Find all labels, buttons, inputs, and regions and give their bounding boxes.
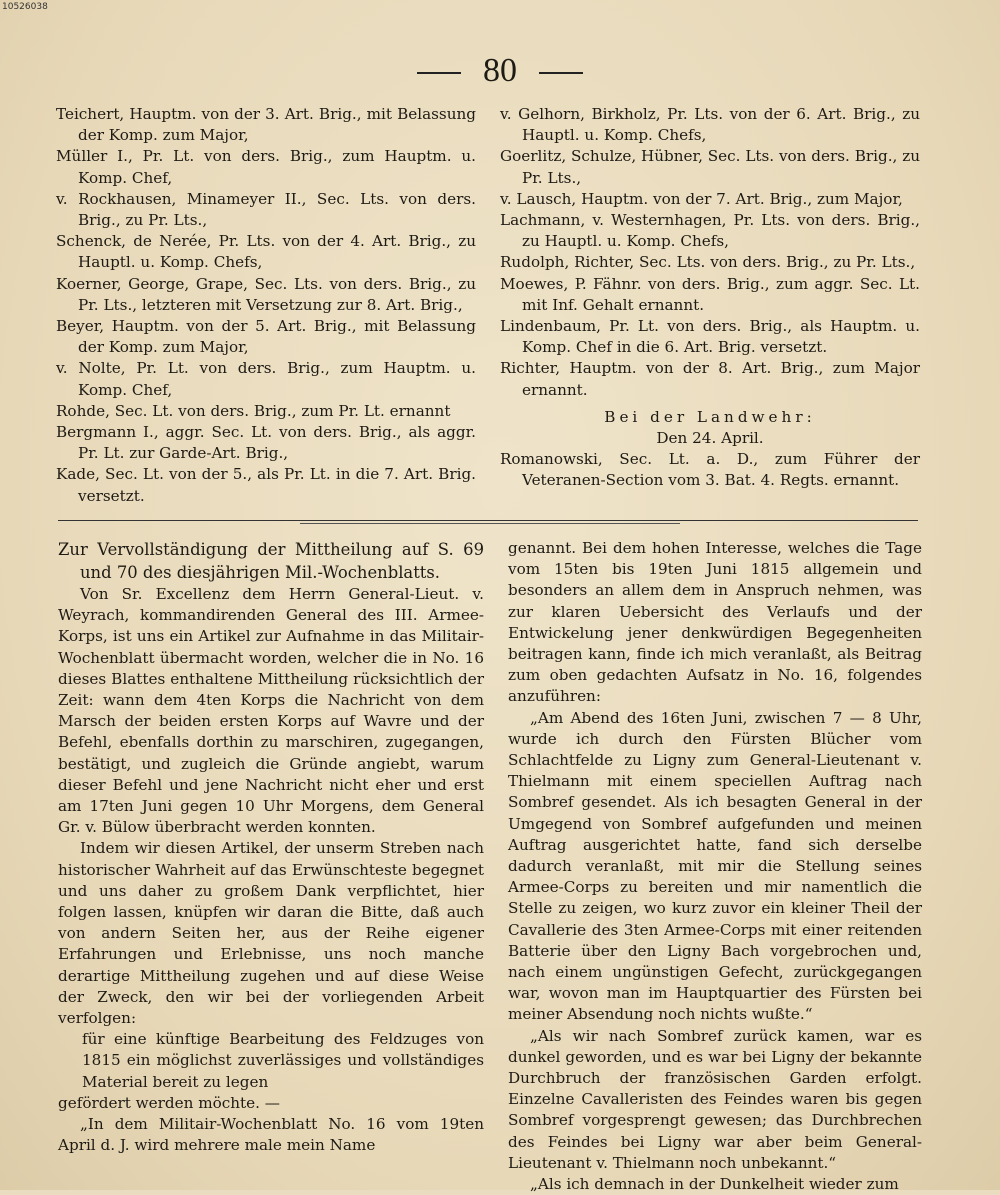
article-quote: für eine künftige Bearbeitung des Feldzuges von 1815 ein möglichst zuverlässiges und vollständiges Material bereit zu legen [82,1030,484,1091]
article-paragraph: genannt. Bei dem hohen Interesse, welches die Tage vom 15ten bis 19ten Juni 1815 allgemein und besonders an allem dem in Anspruch nehmen, was zur klaren Uebersicht des Verlaufs und der Entwickelung jener denkwürdigen Begegenheiten beitragen kann, finde ich mich veranlaßt, als Beitrag zum oben gedachten Aufsatz in No. 16, folgendes anzuführen: [508,539,922,706]
scan-id: 10526038 [2,2,48,12]
appointment-entry: Moewes, P. Fähnr. von ders. Brig., zum aggr. Sec. Lt. mit Inf. Gehalt ernannt. [500,274,920,314]
article-title: Zur Vervollständigung der Mittheilung auf S. 69 und 70 des diesjährigen Mil.-Wochenblatts. [58,540,484,582]
section-divider-short [300,523,680,524]
landwehr-heading: Bei der Landwehr: [604,407,816,426]
article-paragraph: „Am Abend des 16ten Juni, zwischen 7 — 8 Uhr, wurde ich durch den Fürsten Blücher vom Schlachtfelde zu Ligny zum General-Lieutenant v. Thielmann mit einem speciellen Auftrag nach Sombref gesendet. Als ich besagten General in der Umgegend von Sombref aufgefunden und meinen Auftrag ausgerichtet hatte, fand sich derselbe dadurch veranlaßt, mit mir die Stellung seines Armee-Corps zu bereiten und mir namentlich die Stelle zu zeigen, wo kurz zuvor ein kleiner Theil der Cavallerie des 3ten Armee-Corps mit einer reitenden Batterie über den Ligny Bach vorgebrochen und, nach einem ungünstigen Gefecht, zurückgegangen war, wovon man im Hauptquartier des Fürsten bei meiner Absendung noch nichts wußte.“ [508,708,922,1024]
article-paragraph: Indem wir diesen Artikel, der unserm Streben nach historischer Wahrheit auf das Erwünschteste begegnet und uns daher zu großem Dank verpflichtet, hier folgen lassen, knüpfen wir daran die Bitte, daß auch von andern Seiten her, aus der Reihe eigener Erfahrungen und Erlebnisse, uns noch manche derartige Mittheilung zugehen und auf diese Weise der Zweck, den wir bei der vorliegenden Arbeit verfolgen: [58,839,484,1028]
appointment-entry: Richter, Hauptm. von der 8. Art. Brig., zum Major ernannt. [500,359,920,399]
article-paragraph: Von Sr. Excellenz dem Herrn General-Lieut. v. Weyrach, kommandirenden General des III. Armee-Korps, ist uns ein Artikel zur Aufnahme in das Militair-Wochenblatt übermacht worden, welcher die in No. 16 dieses Blattes enthaltene Mittheilung rücksichtlich der Zeit: wann dem 4ten Korps die Nachricht von dem Marsch der beiden ersten Korps auf Wavre und der Befehl, ebenfalls dorthin zu marschiren, zugegangen, bestätigt, und zugleich die Gründe angiebt, warum dieser Befehl und jene Nachricht nicht eher und erst am 17ten Juni gegen 10 Uhr Morgens, dem General Gr. v. Bülow überbracht werden konnten. [58,585,484,837]
appointment-entry: Rudolph, Richter, Sec. Lts. von ders. Brig., zu Pr. Lts., [500,253,916,272]
appointment-entry: v. Gelhorn, Birkholz, Pr. Lts. von der 6. Art. Brig., zu Hauptl. u. Komp. Chefs, [500,105,920,145]
article-right-column [508,538,922,1195]
appointment-entry: v. Nolte, Pr. Lt. von ders. Brig., zum Hauptm. u. Komp. Chef, [56,359,476,399]
header-dash-left [417,72,461,74]
article-paragraph: „In dem Militair-Wochenblatt No. 16 vom 19ten April d. J. wird mehrere male mein Name [58,1115,484,1155]
appointment-entry: v. Lausch, Hauptm. von der 7. Art. Brig., zum Major, [500,189,903,208]
appointment-entry: Koerner, George, Grape, Sec. Lts. von ders. Brig., zu Pr. Lts., letzteren mit Versetzung zur 8. Art. Brig., [56,274,476,314]
appointment-entry: v. Rockhausen, Minameyer II., Sec. Lts. von ders. Brig., zu Pr. Lts., [56,189,476,230]
appointment-entry: Goerlitz, Schulze, Hübner, Sec. Lts. von ders. Brig., zu Pr. Lts., [500,147,920,187]
landwehr-entry: Romanowski, Sec. Lt. a. D., zum Führer der Veteranen-Section vom 3. Bat. 4. Regts. ernannt. [500,450,920,490]
appointment-entry: Schenck, de Nerée, Pr. Lts. von der 4. Art. Brig., zu Hauptl. u. Komp. Chefs, [56,232,476,272]
appointment-entry: Kade, Sec. Lt. von der 5., als Pr. Lt. in die 7. Art. Brig. versetzt. [56,465,476,505]
appointment-entry: Teichert, Hauptm. von der 3. Art. Brig., mit Belassung der Komp. zum Major, [56,105,476,145]
appointment-entry: Bergmann I., aggr. Sec. Lt. von ders. Brig., als aggr. Pr. Lt. zur Garde-Art. Brig., [56,423,476,463]
article-paragraph: „Als ich demnach in der Dunkelheit wieder zum [530,1175,899,1194]
appointment-entry: Müller I., Pr. Lt. von ders. Brig., zum Hauptm. u. Komp. Chef, [56,147,476,187]
appointment-entry: Lachmann, v. Westernhagen, Pr. Lts. von ders. Brig., zu Hauptl. u. Komp. Chefs, [500,211,920,251]
article-left-column [58,538,484,1156]
landwehr-date: Den 24. April. [656,429,764,448]
appointments-left-column [56,104,476,507]
page-header [0,52,1000,90]
article-paragraph: „Als wir nach Sombref zurück kamen, war es dunkel geworden, und es war bei Ligny der bekannte Durchbruch der französischen Garden erfolgt. Einzelne Cavalleristen des Feindes waren bis gegen Sombref vorgesprengt gewesen; das Durchbrechen des Feindes bei Ligny war aber beim General-Lieutenant v. Thielmann noch unbekannt.“ [508,1026,922,1172]
appointments-right-column [500,104,920,492]
article-paragraph: gefördert werden möchte. — [58,1093,280,1112]
header-dash-right [539,72,583,74]
appointment-entry: Rohde, Sec. Lt. von ders. Brig., zum Pr. Lt. ernannt [56,401,451,420]
appointment-entry: Lindenbaum, Pr. Lt. von ders. Brig., als Hauptm. u. Komp. Chef in die 6. Art. Brig. versetzt. [500,317,920,357]
page-number: 80 [483,52,517,89]
appointment-entry: Beyer, Hauptm. von der 5. Art. Brig., mit Belassung der Komp. zum Major, [56,317,476,357]
section-divider [58,520,918,521]
